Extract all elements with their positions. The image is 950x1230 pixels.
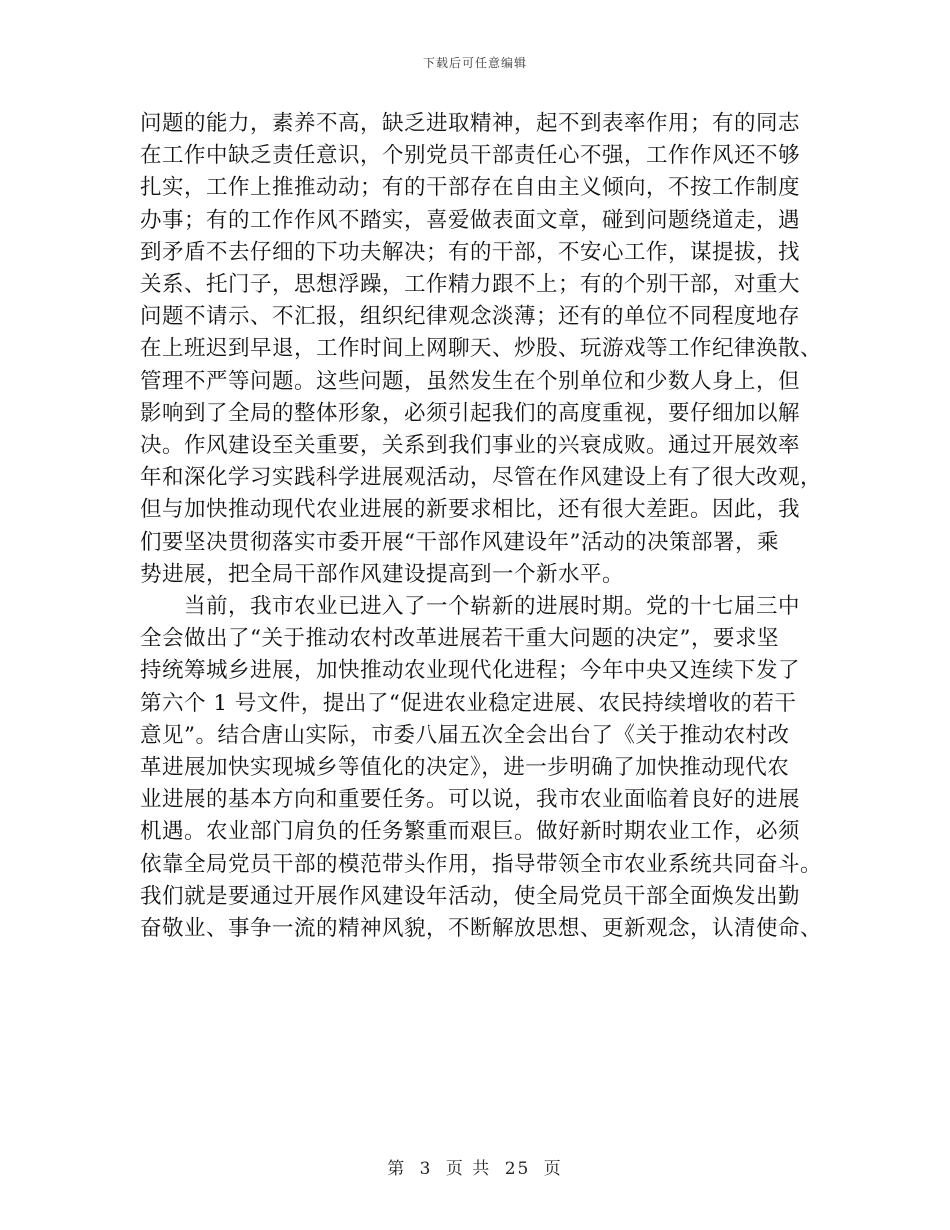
- text-line: 扎实，工作上推推动动；有的干部存在自由主义倾向，不按工作制度: [140, 175, 801, 201]
- text-line: 问题不请示、不汇报，组织纪律观念淡薄；还有的单位不同程度地存: [140, 304, 801, 330]
- text-line: 我们就是要通过开展作风建设年活动，使全局党员干部全面焕发出勤: [140, 883, 801, 909]
- text-line: 管理不严等问题。这些问题，虽然发生在个别单位和少数人身上，但: [140, 368, 801, 394]
- text-line: 势进展，把全局干部作风建设提高到一个新水平。: [140, 561, 625, 587]
- footer-middle: 页 共: [445, 1159, 492, 1179]
- header-note: 下载后可任意编辑: [422, 56, 527, 70]
- text-line: 业进展的基本方向和重要任务。可以说，我市农业面临着良好的进展: [140, 787, 801, 813]
- text-line: 第六个 1 号文件，提出了“促进农业稳定进展、农民持续增收的若干: [140, 690, 797, 716]
- text-line: 在上班迟到早退，工作时间上网聊天、炒股、玩游戏等工作纪律涣散、: [140, 336, 823, 362]
- text-line: 办事；有的工作作风不踏实，喜爱做表面文章，碰到问题绕道走，遇: [140, 207, 801, 233]
- text-line: 当前，我市农业已进入了一个崭新的进展时期。党的十七届三中: [140, 594, 801, 620]
- text-line: 革进展加快实现城乡等值化的决定》，进一步明确了加快推动现代农: [140, 755, 790, 781]
- text-line: 年和深化学习实践科学进展观活动，尽管在作风建设上有了很大改观，: [140, 465, 823, 491]
- current-page-number: 3: [419, 1159, 433, 1179]
- text-line: 影响到了全局的整体形象，必须引起我们的高度重视，要仔细加以解: [140, 400, 801, 426]
- text-line: 决。作风建设至关重要，关系到我们事业的兴衰成败。通过开展效率: [140, 433, 801, 459]
- text-line: 意见”。结合唐山实际，市委八届五次全会出台了《关于推动农村改: [140, 722, 790, 748]
- body-text: [140, 108, 823, 945]
- footer-suffix: 页: [543, 1159, 563, 1179]
- text-line: 在工作中缺乏责任意识，个别党员干部责任心不强，工作作风还不够: [140, 143, 801, 169]
- text-line: 机遇。农业部门肩负的任务繁重而艰巨。做好新时期农业工作，必须: [140, 819, 801, 845]
- text-line: 但与加快推动现代农业进展的新要求相比，还有很大差距。因此，我: [140, 497, 801, 523]
- text-line: 们要坚决贯彻落实市委开展“干部作风建设年”活动的决策部署，乘: [140, 529, 779, 555]
- page-footer: [0, 1154, 950, 1179]
- footer-prefix: 第: [387, 1159, 407, 1179]
- text-line: 依靠全局党员干部的模范带头作用，指导带领全市农业系统共同奋斗。: [140, 851, 823, 877]
- total-page-count: 25: [504, 1159, 531, 1179]
- text-line: 持统筹城乡进展，加快推动农业现代化进程；今年中央又连续下发了: [140, 658, 801, 684]
- text-line: 奋敬业、事争一流的精神风貌，不断解放思想、更新观念，认清使命、: [140, 916, 823, 942]
- text-line: 全会做出了“关于推动农村改革进展若干重大问题的决定”，要求坚: [140, 626, 779, 652]
- text-line: 问题的能力，素养不高，缺乏进取精神，起不到表率作用；有的同志: [140, 111, 801, 136]
- text-line: 关系、托门子，思想浮躁，工作精力跟不上；有的个别干部，对重大: [140, 272, 801, 298]
- text-line: 到矛盾不去仔细的下功夫解决；有的干部，不安心工作，谋提拔，找: [140, 239, 801, 265]
